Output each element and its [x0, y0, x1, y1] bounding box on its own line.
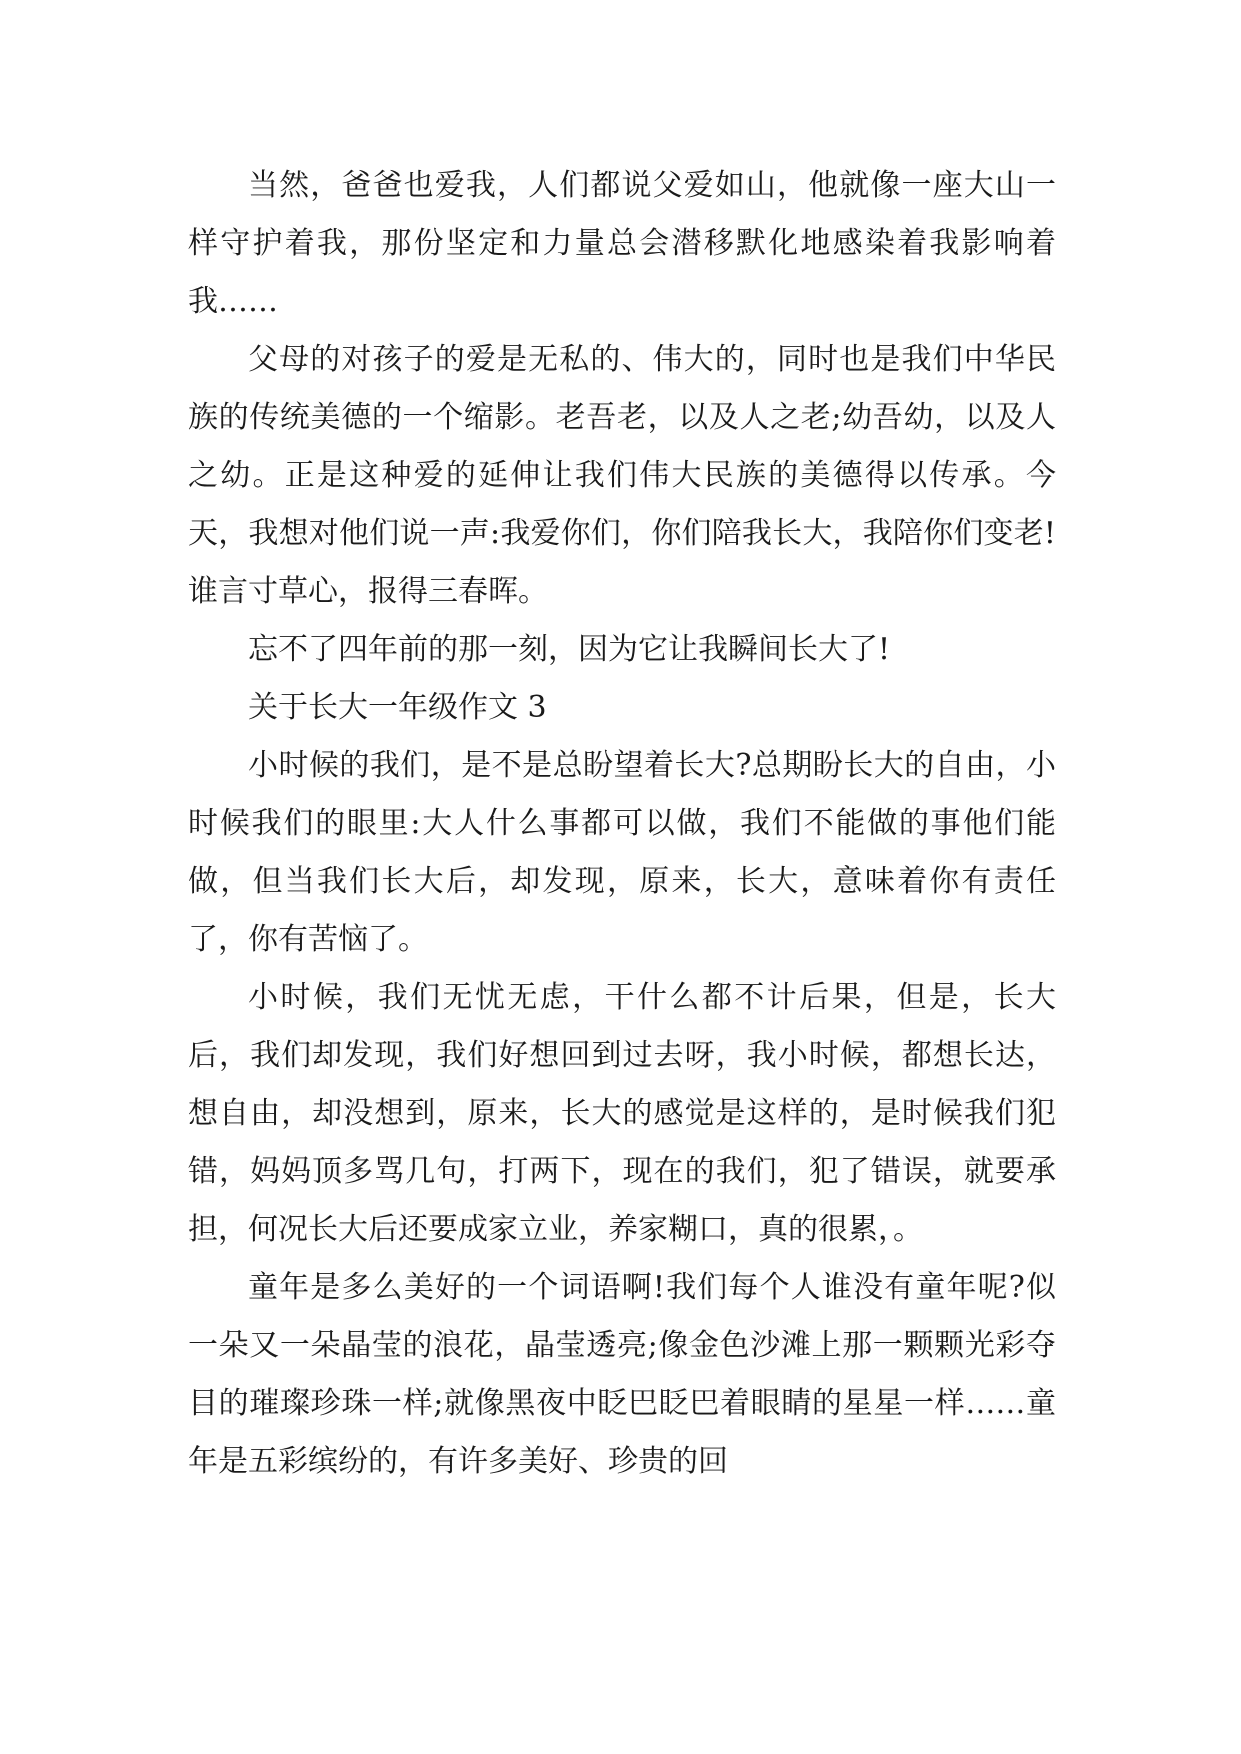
paragraph: 父母的对孩子的爱是无私的、伟大的，同时也是我们中华民族的传统美德的一个缩影。老吾老，以及人之老;幼吾幼，以及人之幼。正是这种爱的延伸让我们伟大民族的美德得以传承。今天，我想对他们说一声:我爱你们，你们陪我长大，我陪你们变老!谁言寸草心，报得三春晖。: [188, 342, 1056, 609]
document-body: [188, 157, 1056, 1491]
paragraph: 小时候的我们，是不是总盼望着长大?总期盼长大的自由，小时候我们的眼里:大人什么事都可以做，我们不能做的事他们能做，但当我们长大后，却发现，原来，长大，意味着你有责任了，你有苦恼了。: [188, 748, 1056, 957]
paragraph: 童年是多么美好的一个词语啊!我们每个人谁没有童年呢?似一朵又一朵晶莹的浪花，晶莹透亮;像金色沙滩上那一颗颗光彩夺目的璀璨珍珠一样;就像黑夜中眨巴眨巴着眼睛的星星一样……童年是五彩缤纷的，有许多美好、珍贵的回: [188, 1270, 1056, 1479]
paragraph: 当然，爸爸也爱我，人们都说父爱如山，他就像一座大山一样守护着我，那份坚定和力量总会潜移默化地感染着我影响着我……: [188, 168, 1056, 319]
paragraph: 小时候，我们无忧无虑，干什么都不计后果，但是，长大后，我们却发现，我们好想回到过去呀，我小时候，都想长达，想自由，却没想到，原来，长大的感觉是这样的，是时候我们犯错，妈妈顶多骂几句，打两下，现在的我们，犯了错误，就要承担，何况长大后还要成家立业，养家糊口，真的很累，。: [188, 980, 1056, 1247]
section-heading: 关于长大一年级作文 3: [248, 690, 547, 725]
paragraph: 忘不了四年前的那一刻，因为它让我瞬间长大了!: [248, 632, 891, 667]
